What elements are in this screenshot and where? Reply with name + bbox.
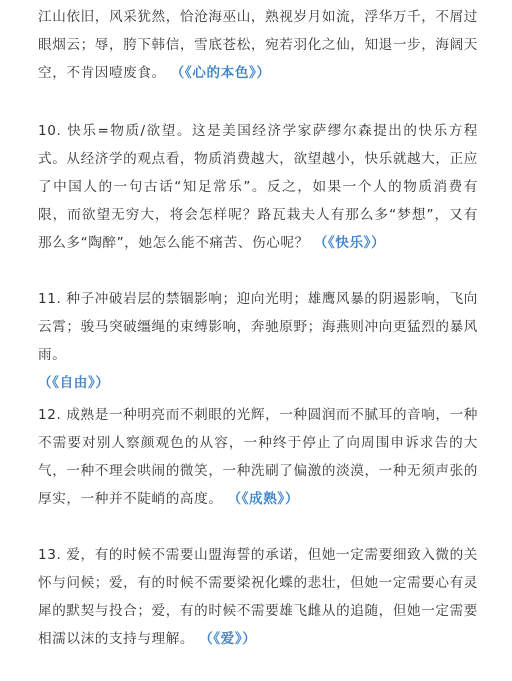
paragraph-text: 江山依旧，风采犹然，恰沧海巫山，熟视岁月如流，浮华万千，不屑过眼烟云；辱，胯下韩信，雪底苍松，宛若羽化之仙，知退一步，海阔天空，不肯因噎废食。 [38,9,479,81]
paragraph-text: 12. 成熟是一种明亮而不刺眼的光辉，一种圆润而不腻耳的音响，一种不需要对别人察颜观色的从容，一种终于停止了向周围申诉求告的大气，一种不理会哄闹的微笑，一种洗刷了偏激的淡漠，一种无须声张的厚实，一种并不陡峭的高度。 [38,407,479,507]
paragraph-text: 13. 爱，有的时候不需要山盟海誓的承诺，但她一定需要细致入微的关怀与问候；爱，有的时候不需要梁祝化蝶的悲壮，但她一定需要心有灵犀的默契与投合；爱，有的时候不需要雄飞雌从的追随，但她一定需要相濡以沫的支持与理解。 [38,547,479,647]
source-title: （《心的本色》） [170,65,271,81]
paragraph-text: 11. 种子冲破岩层的禁锢影响；迎向光明；雄鹰风暴的阴遏影响，飞向云霄；骏马突破缰绳的束缚影响，奔驰原野；海燕则冲向更猛烈的暴风雨。 [38,291,479,363]
source-title: （《成熟》） [227,491,300,507]
paragraph-12 [38,401,478,513]
paragraph-9-continuation [38,0,478,87]
source-title: （《自由》） [38,375,110,391]
source-title: （《快乐》） [313,235,386,251]
paragraph-11 [38,285,478,397]
paragraph-text: 10. 快乐=物质/欲望。这是美国经济学家萨缪尔森提出的快乐方程式。从经济学的观点看，物质消费越大，欲望越小，快乐就越大，正应了中国人的一句古话“知足常乐”。反之，如果一个人的物质消费有限，而欲望无穷大，将会怎样呢？路瓦栽夫人有那么多“梦想”，又有那么多“陶醉”，她怎么能不痛苦、伤心呢？ [38,123,479,251]
paragraph-13 [38,541,478,653]
paragraph-10 [38,117,478,257]
source-title: （《爱》） [199,631,257,647]
